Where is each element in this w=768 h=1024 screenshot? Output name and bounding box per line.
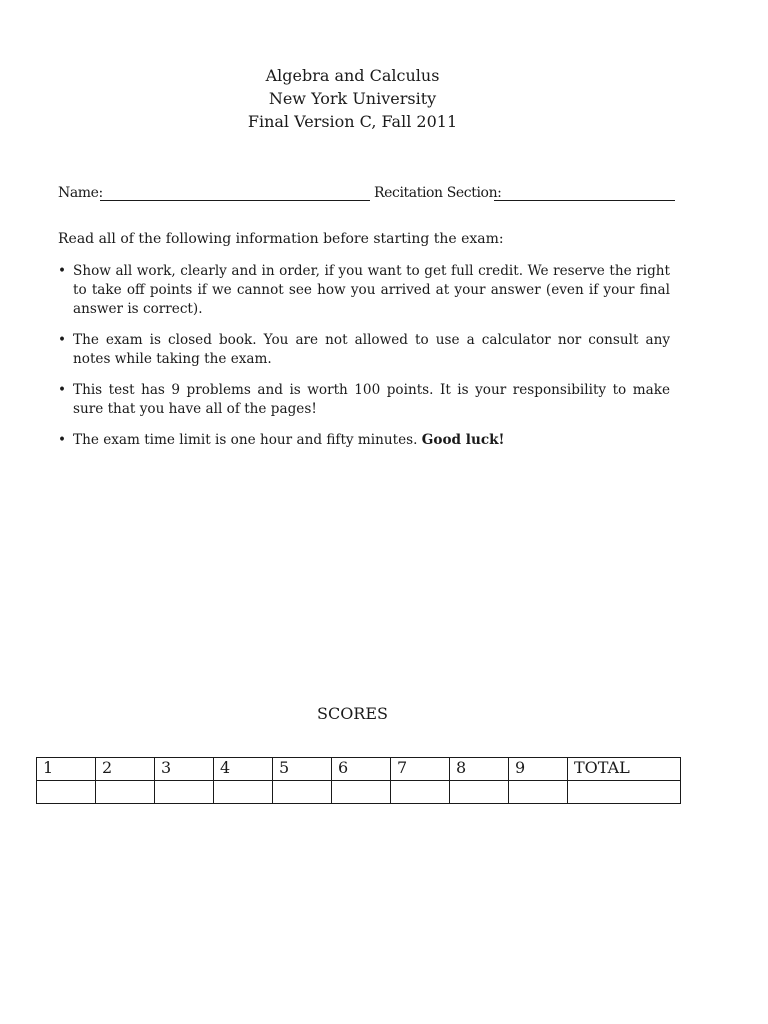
score-header-cell: 1 bbox=[37, 758, 96, 781]
score-cell[interactable] bbox=[332, 781, 391, 804]
instruction-text: The exam is closed book. You are not allowed to use a calculator nor consult any notes while taking the exam. bbox=[73, 332, 670, 367]
score-header-cell: 7 bbox=[391, 758, 450, 781]
list-item bbox=[58, 262, 670, 319]
bullet-icon: • bbox=[58, 432, 67, 448]
score-cell[interactable] bbox=[450, 781, 509, 804]
score-cell[interactable] bbox=[273, 781, 332, 804]
score-cell[interactable] bbox=[37, 781, 96, 804]
score-cell[interactable] bbox=[509, 781, 568, 804]
instruction-text: Show all work, clearly and in order, if you want to get full credit. We reserve the right to take off points if we cannot see how you arrived at your answer (even if your final answer is correct). bbox=[73, 263, 670, 317]
score-header-cell: 9 bbox=[509, 758, 568, 781]
score-cell[interactable] bbox=[155, 781, 214, 804]
university-name: New York University bbox=[268, 89, 437, 108]
recitation-section-label: Recitation Section: bbox=[374, 185, 502, 201]
score-header-cell: 3 bbox=[155, 758, 214, 781]
list-item bbox=[58, 331, 670, 369]
score-header-cell: 5 bbox=[273, 758, 332, 781]
good-luck-text: Good luck! bbox=[421, 432, 505, 448]
bullet-icon: • bbox=[58, 263, 67, 279]
course-title: Algebra and Calculus bbox=[265, 66, 440, 85]
student-info-row bbox=[58, 185, 678, 205]
score-cell[interactable] bbox=[214, 781, 273, 804]
instructions-list bbox=[58, 262, 670, 462]
total-score-cell[interactable] bbox=[568, 781, 681, 804]
table-row bbox=[37, 781, 681, 804]
bullet-icon: • bbox=[58, 332, 67, 348]
recitation-section-field[interactable] bbox=[494, 200, 675, 201]
table-header-row bbox=[37, 758, 681, 781]
score-cell[interactable] bbox=[391, 781, 450, 804]
instruction-text: This test has 9 problems and is worth 100 points. It is your responsibility to make sure that you have all of the pages! bbox=[73, 382, 670, 417]
name-field[interactable] bbox=[100, 200, 370, 201]
score-header-cell: 6 bbox=[332, 758, 391, 781]
score-cell[interactable] bbox=[96, 781, 155, 804]
bullet-icon: • bbox=[58, 382, 67, 398]
scores-table bbox=[36, 757, 681, 804]
score-header-cell: 4 bbox=[214, 758, 273, 781]
exam-version: Final Version C, Fall 2011 bbox=[247, 112, 458, 131]
scores-title: SCORES bbox=[316, 704, 388, 723]
name-label: Name: bbox=[58, 185, 103, 201]
list-item bbox=[58, 381, 670, 419]
instruction-text: The exam time limit is one hour and fifty minutes. bbox=[73, 432, 418, 448]
instructions-intro: Read all of the following information before starting the exam: bbox=[58, 231, 504, 247]
list-item bbox=[58, 431, 670, 450]
score-header-cell: 2 bbox=[96, 758, 155, 781]
score-header-cell: TOTAL bbox=[568, 758, 681, 781]
score-header-cell: 8 bbox=[450, 758, 509, 781]
exam-header bbox=[0, 64, 705, 133]
